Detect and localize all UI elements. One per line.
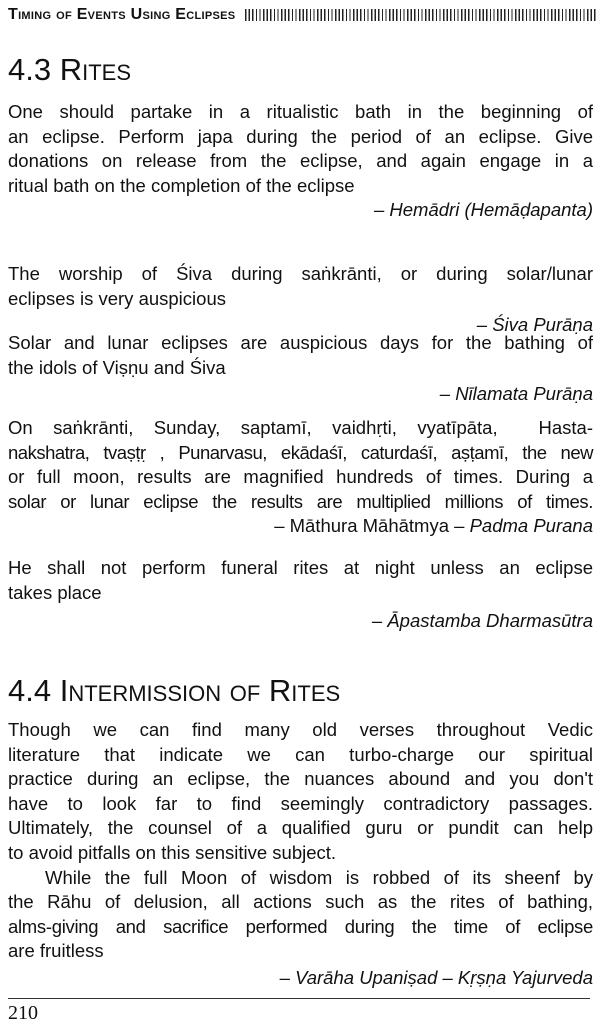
intermission-body bbox=[8, 718, 593, 991]
text-line: have to look far to find seemingly contradictory passages. bbox=[8, 792, 593, 814]
text-line: or full moon, results are magnified hundreds of times. During a bbox=[8, 466, 593, 488]
attribution: – Āpastamba Dharmasūtra bbox=[371, 610, 593, 632]
text-line: Ultimately, the counsel of a qualified guru or pundit can help bbox=[8, 817, 593, 839]
text-line: The worship of Śiva during saṅkrānti, or during solar/lunar bbox=[8, 263, 593, 284]
attribution: – Varāha Upaniṣad – Kṛṣṇa Yajurveda bbox=[279, 966, 593, 988]
header-tick-ornament bbox=[245, 9, 596, 21]
footer-rule bbox=[8, 998, 590, 999]
quote-padma-purana bbox=[8, 416, 593, 539]
text-line: takes place bbox=[8, 581, 102, 603]
section-heading-rites: 4.3 Rites bbox=[8, 52, 131, 87]
text-line: donations on release from the eclipse, and again engage in a bbox=[8, 150, 593, 172]
text-line: nakshatra, tvaṣṭṛ , Punarvasu, ekādaśī, caturdaśī, aṣṭamī, the new bbox=[8, 441, 593, 463]
text-line: One should partake in a ritualistic bath in the beginning of bbox=[8, 101, 593, 122]
attribution: – Śiva Purāṇa bbox=[476, 314, 593, 336]
text-line: the idols of Viṣṇu and Śiva bbox=[8, 356, 226, 378]
quote-hemadri bbox=[8, 100, 593, 223]
text-line: On saṅkrānti, Sunday, saptamī, vaidhṛti, vyatīpāta, Hasta- bbox=[8, 417, 593, 438]
text-line: Though we can find many old verses throughout Vedic bbox=[8, 719, 593, 740]
text-line: Solar and lunar eclipses are auspicious days for the bathing of bbox=[8, 332, 593, 353]
quote-nilamata-purana bbox=[8, 331, 593, 407]
attribution bbox=[8, 514, 593, 539]
text-line: are fruitless bbox=[8, 940, 104, 962]
text-line: alms-giving and sacrifice performed during the time of eclipse bbox=[8, 915, 593, 937]
text-line: solar or lunar eclipse the results are multiplied millions of times. bbox=[8, 490, 593, 512]
attribution: – Hemādri (Hemāḍapanta) bbox=[373, 199, 593, 221]
quote-apastamba bbox=[8, 556, 593, 634]
text-line: ritual bath on the completion of the eclipse bbox=[8, 174, 355, 196]
attribution-source: – Māthura Māhātmya – bbox=[274, 515, 470, 537]
page-number: 210 bbox=[8, 1002, 38, 1024]
text-line: to avoid pitfalls on this sensitive subject. bbox=[8, 841, 337, 863]
text-line: eclipses is very auspicious bbox=[8, 287, 226, 309]
section-heading-intermission: 4.4 Intermission of Rites bbox=[8, 673, 341, 708]
text-line: practice during an eclipse, the nuances abound and you don't bbox=[8, 768, 593, 790]
text-line: the Rāhu of delusion, all actions such as the rites of bathing, bbox=[8, 891, 593, 913]
text-line: an eclipse. Perform japa during the period of an eclipse. Give bbox=[8, 125, 593, 147]
text-line: literature that indicate we can turbo-charge our spiritual bbox=[8, 743, 593, 765]
text-line: He shall not perform funeral rites at night unless an eclipse bbox=[8, 557, 593, 578]
quote-siva-purana bbox=[8, 262, 593, 338]
attribution: – Nīlamata Purāṇa bbox=[439, 383, 593, 405]
running-header bbox=[8, 4, 596, 26]
running-head-title: Timing of Events Using Eclipses bbox=[8, 6, 236, 23]
attribution-work: Padma Purana bbox=[469, 515, 593, 537]
text-line: While the full Moon of wisdom is robbed of its sheenf by bbox=[45, 866, 593, 888]
